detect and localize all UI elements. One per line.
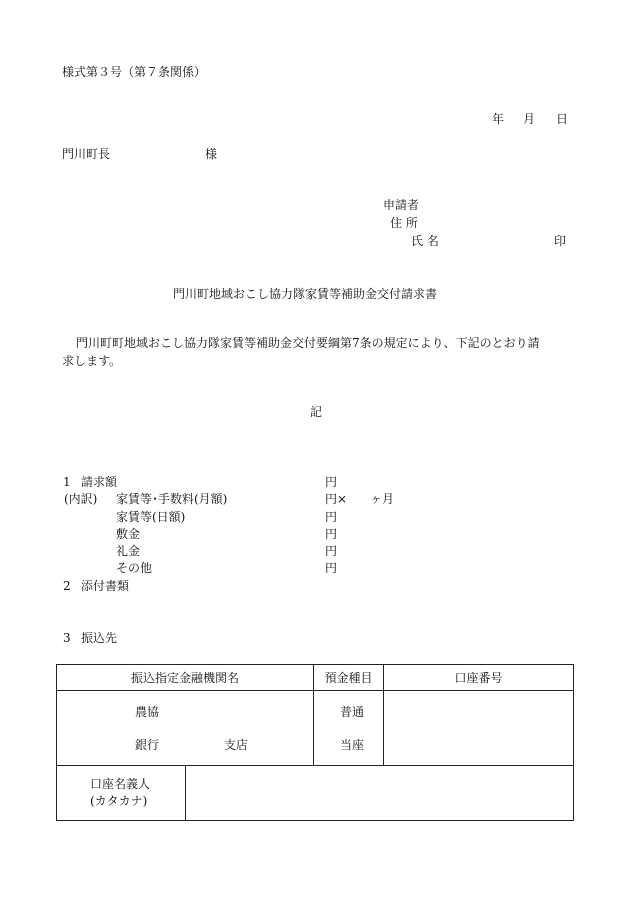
- bank-header-deposit-type: 預金種目: [314, 665, 384, 691]
- date-month-label: 月: [523, 112, 536, 126]
- recipient-name: 門川町長: [62, 147, 111, 161]
- date-year-label: 年: [492, 112, 505, 126]
- ki-heading: 記: [310, 405, 323, 419]
- account-holder-label-cell: [57, 766, 186, 821]
- applicant-name-label: 氏 名: [411, 234, 439, 248]
- bank-header-institution: 振込指定金融機関名: [57, 665, 314, 691]
- breakdown-row-label: 礼金: [116, 544, 141, 558]
- breakdown-row-unit: 円: [325, 527, 338, 541]
- item1-number: 1: [63, 475, 71, 489]
- item2-number: 2: [63, 579, 71, 593]
- account-number-cell[interactable]: [384, 691, 574, 766]
- futsu-label: 普通: [340, 705, 365, 719]
- body-line-2: 求します。: [62, 354, 122, 368]
- page-title: 門川町地域おこし協力隊家賃等補助金交付請求書: [173, 287, 438, 301]
- breakdown-row-label: 敷金: [116, 527, 141, 541]
- item1-label: 請求額: [81, 475, 118, 489]
- toza-label: 当座: [340, 738, 365, 752]
- form-id: 様式第３号（第７条関係）: [62, 65, 207, 79]
- breakdown-row-months: ヶ月: [370, 492, 395, 506]
- breakdown-row-label: その他: [116, 561, 153, 575]
- breakdown-label: (内訳): [64, 492, 98, 506]
- body-line-1: 門川町町地域おこし協力隊家賃等補助金交付要綱第7条の規定により、下記のとおり請: [76, 336, 540, 350]
- shiten-label: 支店: [224, 738, 249, 752]
- breakdown-row-unit: 円×: [325, 492, 348, 506]
- applicant-seal: 印: [554, 234, 567, 248]
- account-holder-katakana-note: (カタカナ): [90, 794, 148, 808]
- breakdown-row-unit: 円: [325, 561, 338, 575]
- breakdown-row-label: 家賃等(日額): [116, 510, 186, 524]
- recipient-honorific: 様: [205, 147, 218, 161]
- nokyo-label: 農協: [135, 705, 160, 719]
- account-holder-name-cell[interactable]: [186, 766, 574, 821]
- deposit-type-cell[interactable]: [314, 691, 384, 766]
- breakdown-row-unit: 円: [325, 544, 338, 558]
- item3-label: 振込先: [81, 631, 118, 645]
- item1-unit: 円: [325, 475, 338, 489]
- breakdown-row-label: 家賃等･手数料(月額): [116, 492, 228, 506]
- date-day-label: 日: [556, 112, 569, 126]
- applicant-address-label: 住 所: [390, 216, 418, 230]
- account-holder-label: 口座名義人: [90, 777, 151, 791]
- item2-label: 添付書類: [81, 579, 130, 593]
- item3-number: 3: [63, 631, 71, 645]
- bank-table: [56, 664, 574, 821]
- bank-institution-cell[interactable]: [57, 691, 314, 766]
- applicant-label: 申請者: [383, 198, 420, 212]
- ginko-label: 銀行: [135, 738, 160, 752]
- bank-header-account-number: 口座番号: [384, 665, 574, 691]
- breakdown-row-unit: 円: [325, 510, 338, 524]
